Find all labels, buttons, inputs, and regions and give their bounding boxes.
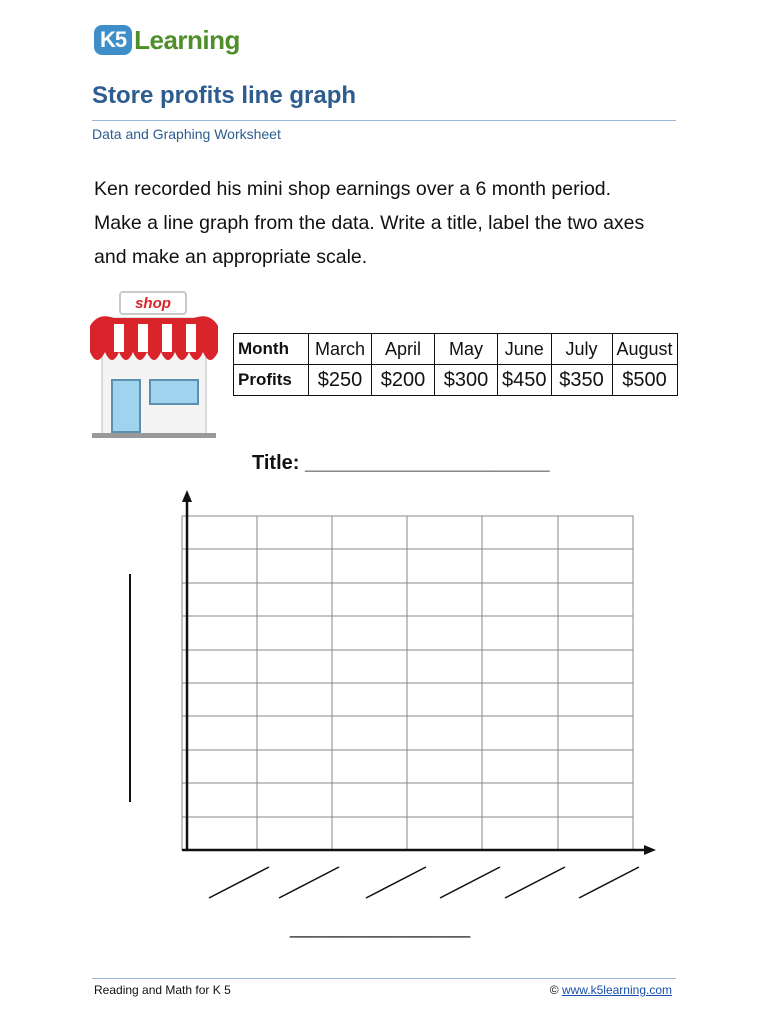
footer-divider: [92, 978, 676, 979]
footer-copyright: [550, 983, 672, 997]
table-cell-profit: $350: [551, 365, 612, 396]
instruction-line-1: Ken recorded his mini shop earnings over a 6 month period.: [94, 178, 612, 200]
table-cell-month: May: [435, 334, 498, 365]
graph-title-blank[interactable]: Title: ______________________: [252, 452, 550, 474]
worksheet-title: Store profits line graph: [92, 82, 357, 109]
footer-tagline: Reading and Math for K 5: [94, 983, 231, 997]
table-cell-profit: $300: [435, 365, 498, 396]
table-header-month: Month: [234, 334, 309, 365]
graph-grid: [182, 516, 633, 850]
logo-k5-badge: K5: [94, 25, 132, 55]
logo-wordmark: Learning: [134, 24, 240, 55]
table-cell-profit: $500: [612, 365, 677, 396]
graph-axes: [182, 490, 656, 855]
table-cell-profit: $200: [372, 365, 435, 396]
table-header-profits: Profits: [234, 365, 309, 396]
table-cell-profit: $450: [498, 365, 552, 396]
k5-website-link[interactable]: www.k5learning.com: [561, 983, 672, 997]
x-axis-tick-label-blanks: [209, 867, 639, 898]
instruction-line-2: Make a line graph from the data. Write a title, label the two axes: [94, 212, 645, 234]
instruction-line-3: and make an appropriate scale.: [94, 246, 368, 268]
table-cell-month: March: [309, 334, 372, 365]
copyright-symbol: ©: [549, 983, 559, 997]
table-cell-month: April: [372, 334, 435, 365]
table-cell-month: July: [551, 334, 612, 365]
table-cell-month: August: [612, 334, 677, 365]
table-cell-month: June: [498, 334, 552, 365]
worksheet-subtitle: Data and Graphing Worksheet: [92, 126, 281, 142]
shop-sign-text: shop: [135, 295, 171, 312]
x-axis-label-blank[interactable]: __________________: [290, 918, 471, 938]
table-cell-profit: $250: [309, 365, 372, 396]
